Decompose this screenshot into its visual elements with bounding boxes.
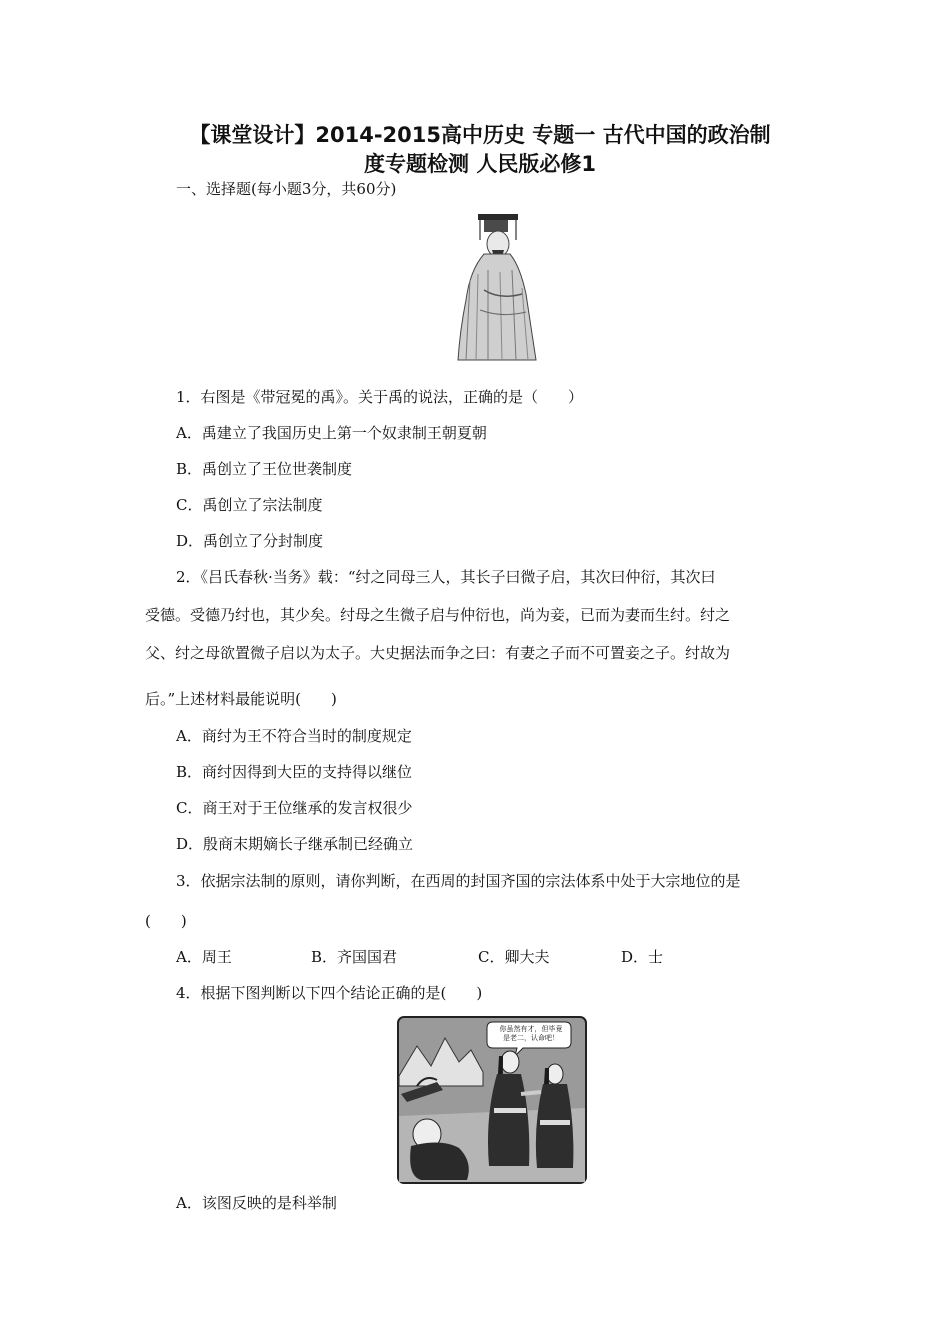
question-1-stem: 1．右图是《带冠冕的禹》。关于禹的说法，正确的是（ ） [176,388,584,406]
document-title-line1: 【课堂设计】2014-2015高中历史 专题一 古代中国的政治制 [189,123,771,147]
question-2-option-c: C．商王对于王位继承的发言权很少 [176,799,413,817]
document-title-line2: 度专题检测 人民版必修1 [364,152,596,176]
question-3-stem-line1: 3．依据宗法制的原则，请你判断，在西周的封国齐国的宗法体系中处于大宗地位的是 [176,872,741,890]
question-2-option-d: D．殷商末期嫡长子继承制已经确立 [176,835,414,853]
question-2-line3: 父、纣之母欲置微子启以为太子。大史据法而争之曰：有妻之子而不可置妾之子。纣故为 [145,644,731,662]
question-2-line4: 后。”上述材料最能说明( ) [145,690,337,708]
cartoon-bubble-line1: 你虽然有才，但毕竟 [499,1025,563,1033]
question-3-option-c: C．卿大夫 [478,948,550,966]
question-1-option-c: C．禹创立了宗法制度 [176,496,323,514]
question-1-option-d: D．禹创立了分封制度 [176,532,324,550]
succession-cartoon-image [397,1016,587,1184]
cartoon-bubble-line2: 是老二，认命吧！ [503,1034,559,1042]
question-3-option-d: D．士 [621,948,664,966]
question-4-option-a: A．该图反映的是科举制 [176,1194,337,1212]
question-3-option-a: A．周王 [176,948,232,966]
question-2-line2: 受德。受德乃纣也，其少矣。纣母之生微子启与仲衍也，尚为妾，已而为妻而生纣。纣之 [145,606,731,624]
question-3-stem-line2: ( ) [145,912,187,930]
question-4-stem: 4．根据下图判断以下四个结论正确的是( ) [176,984,483,1002]
cartoon-speech-bubble [493,1025,569,1043]
question-1-option-b: B．禹创立了王位世袭制度 [176,460,353,478]
question-2-option-b: B．商纣因得到大臣的支持得以继位 [176,763,413,781]
question-3-option-b: B．齐国国君 [311,948,398,966]
question-2-line1: 2．《吕氏春秋·当务》载：“纣之同母三人，其长子曰微子启，其次曰仲衍，其次曰 [176,568,716,586]
question-1-option-a: A．禹建立了我国历史上第一个奴隶制王朝夏朝 [176,424,487,442]
question-2-option-a: A．商纣为王不符合当时的制度规定 [176,727,412,745]
yu-portrait-image [440,210,546,366]
section-heading: 一、选择题(每小题3分，共60分) [176,180,397,198]
